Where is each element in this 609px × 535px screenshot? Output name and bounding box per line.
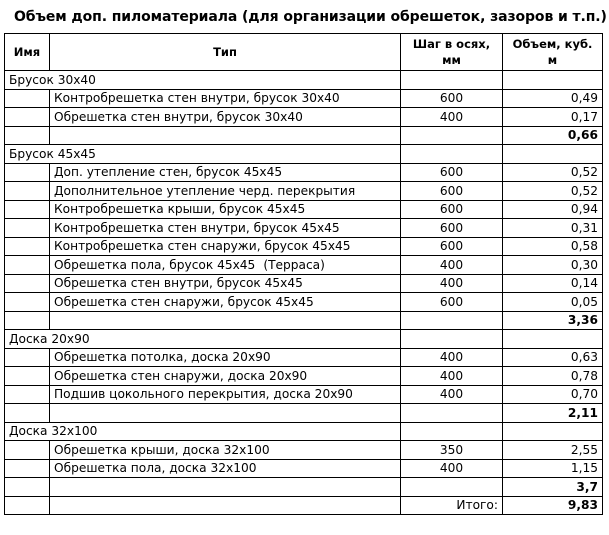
volume-cell: 0,78 xyxy=(503,367,603,386)
type-cell xyxy=(50,182,401,201)
type-note: (Терраса) xyxy=(263,257,325,272)
subtotal-value: 2,11 xyxy=(503,404,603,423)
step-cell: 400 xyxy=(401,274,503,293)
empty-cell xyxy=(5,404,50,423)
name-cell-empty xyxy=(5,293,50,312)
type-text: Контробрешетка стен снаружи, брусок 45х45 xyxy=(54,239,351,254)
type-cell xyxy=(50,256,401,275)
type-cell xyxy=(50,293,401,312)
empty-cell xyxy=(50,126,401,145)
group-header-row xyxy=(5,71,603,90)
name-cell-empty xyxy=(5,367,50,386)
name-cell-empty xyxy=(5,200,50,219)
volume-cell: 2,55 xyxy=(503,441,603,460)
table-row xyxy=(5,108,603,127)
empty-cell xyxy=(50,496,401,515)
type-cell xyxy=(50,441,401,460)
type-text: Обрешетка стен снаружи, доска 20х90 xyxy=(54,368,308,383)
volume-cell: 0,52 xyxy=(503,182,603,201)
name-cell-empty xyxy=(5,182,50,201)
group-name: Брусок 30х40 xyxy=(5,71,401,90)
table-row xyxy=(5,182,603,201)
subtotal-value: 0,66 xyxy=(503,126,603,145)
type-cell xyxy=(50,348,401,367)
name-cell-empty xyxy=(5,385,50,404)
step-cell: 400 xyxy=(401,367,503,386)
table-row xyxy=(5,200,603,219)
empty-cell xyxy=(503,71,603,90)
type-cell xyxy=(50,237,401,256)
header-volume: Объем, куб. м xyxy=(503,34,603,71)
volume-cell: 0,52 xyxy=(503,163,603,182)
name-cell-empty xyxy=(5,89,50,108)
type-cell xyxy=(50,385,401,404)
group-header-row xyxy=(5,422,603,441)
empty-cell xyxy=(401,330,503,349)
volume-cell: 0,94 xyxy=(503,200,603,219)
type-text: Дополнительное утепление черд. перекрытия xyxy=(54,183,356,198)
group-header-row xyxy=(5,145,603,164)
header-type: Тип xyxy=(50,34,401,71)
table-row xyxy=(5,385,603,404)
type-cell xyxy=(50,200,401,219)
name-cell-empty xyxy=(5,348,50,367)
lumber-volume-table xyxy=(4,33,603,515)
table-row xyxy=(5,367,603,386)
type-cell xyxy=(50,367,401,386)
name-cell-empty xyxy=(5,256,50,275)
empty-cell xyxy=(50,311,401,330)
type-cell xyxy=(50,274,401,293)
type-text: Подшив цокольного перекрытия, доска 20х90 xyxy=(54,387,353,402)
name-cell-empty xyxy=(5,274,50,293)
empty-cell xyxy=(503,422,603,441)
group-name: Брусок 45х45 xyxy=(5,145,401,164)
table-row xyxy=(5,441,603,460)
name-cell-empty xyxy=(5,163,50,182)
table-row xyxy=(5,89,603,108)
group-header-row xyxy=(5,330,603,349)
volume-cell: 0,49 xyxy=(503,89,603,108)
subtotal-value: 3,7 xyxy=(503,478,603,497)
type-text: Обрешетка потолка, доска 20х90 xyxy=(54,350,271,365)
type-text: Контробрешетка стен внутри, брусок 30х40 xyxy=(54,91,340,106)
volume-cell: 0,05 xyxy=(503,293,603,312)
type-text: Обрешетка стен внутри, брусок 30х40 xyxy=(54,109,303,124)
volume-cell: 0,70 xyxy=(503,385,603,404)
step-cell: 600 xyxy=(401,219,503,238)
name-cell-empty xyxy=(5,219,50,238)
step-cell: 400 xyxy=(401,256,503,275)
type-text: Обрешетка пола, доска 32х100 xyxy=(54,461,257,476)
table-row xyxy=(5,293,603,312)
empty-cell xyxy=(401,311,503,330)
name-cell-empty xyxy=(5,459,50,478)
type-text: Обрешетка стен внутри, брусок 45х45 xyxy=(54,276,303,291)
type-text: Доп. утепление стен, брусок 45х45 xyxy=(54,165,283,180)
subtotal-row xyxy=(5,404,603,423)
volume-cell: 0,58 xyxy=(503,237,603,256)
table-row xyxy=(5,219,603,238)
empty-cell xyxy=(401,71,503,90)
total-value: 9,83 xyxy=(503,496,603,515)
total-label: Итого: xyxy=(401,496,503,515)
empty-cell xyxy=(503,330,603,349)
name-cell-empty xyxy=(5,108,50,127)
type-text: Контробрешетка стен внутри, брусок 45х45 xyxy=(54,220,340,235)
empty-cell xyxy=(50,478,401,497)
type-cell xyxy=(50,219,401,238)
step-cell: 600 xyxy=(401,89,503,108)
header-name: Имя xyxy=(5,34,50,71)
empty-cell xyxy=(50,404,401,423)
step-cell: 600 xyxy=(401,200,503,219)
volume-cell: 1,15 xyxy=(503,459,603,478)
page-title: Объем доп. пиломатериала (для организации обрешеток, зазоров и т.п.) xyxy=(14,9,607,25)
type-cell xyxy=(50,163,401,182)
type-cell xyxy=(50,108,401,127)
subtotal-row xyxy=(5,311,603,330)
header-step: Шаг в осях, мм xyxy=(401,34,503,71)
empty-cell xyxy=(401,404,503,423)
table-row xyxy=(5,459,603,478)
type-text: Обрешетка пола, брусок 45х45 xyxy=(54,257,256,272)
step-cell: 600 xyxy=(401,237,503,256)
table-row xyxy=(5,274,603,293)
empty-cell xyxy=(401,478,503,497)
empty-cell xyxy=(503,145,603,164)
empty-cell xyxy=(401,145,503,164)
table-header-row xyxy=(5,34,603,71)
volume-cell: 0,17 xyxy=(503,108,603,127)
type-text: Обрешетка стен снаружи, брусок 45х45 xyxy=(54,294,314,309)
step-cell: 400 xyxy=(401,108,503,127)
subtotal-row xyxy=(5,126,603,145)
table-row xyxy=(5,256,603,275)
empty-cell xyxy=(5,311,50,330)
type-text: Контробрешетка крыши, брусок 45х45 xyxy=(54,202,306,217)
volume-cell: 0,63 xyxy=(503,348,603,367)
step-cell: 350 xyxy=(401,441,503,460)
total-row xyxy=(5,496,603,515)
step-cell: 600 xyxy=(401,293,503,312)
empty-cell xyxy=(401,126,503,145)
table-row xyxy=(5,163,603,182)
empty-cell xyxy=(5,126,50,145)
name-cell-empty xyxy=(5,237,50,256)
volume-cell: 0,14 xyxy=(503,274,603,293)
step-cell: 600 xyxy=(401,182,503,201)
step-cell: 400 xyxy=(401,459,503,478)
type-cell xyxy=(50,459,401,478)
step-cell: 400 xyxy=(401,385,503,404)
table-row xyxy=(5,237,603,256)
subtotal-value: 3,36 xyxy=(503,311,603,330)
step-cell: 600 xyxy=(401,163,503,182)
name-cell-empty xyxy=(5,441,50,460)
empty-cell xyxy=(5,496,50,515)
group-name: Доска 32х100 xyxy=(5,422,401,441)
volume-cell: 0,30 xyxy=(503,256,603,275)
volume-cell: 0,31 xyxy=(503,219,603,238)
type-cell xyxy=(50,89,401,108)
table-body xyxy=(5,71,603,515)
empty-cell xyxy=(401,422,503,441)
empty-cell xyxy=(5,478,50,497)
subtotal-row xyxy=(5,478,603,497)
table-row xyxy=(5,348,603,367)
step-cell: 400 xyxy=(401,348,503,367)
type-text: Обрешетка крыши, доска 32х100 xyxy=(54,442,270,457)
group-name: Доска 20х90 xyxy=(5,330,401,349)
